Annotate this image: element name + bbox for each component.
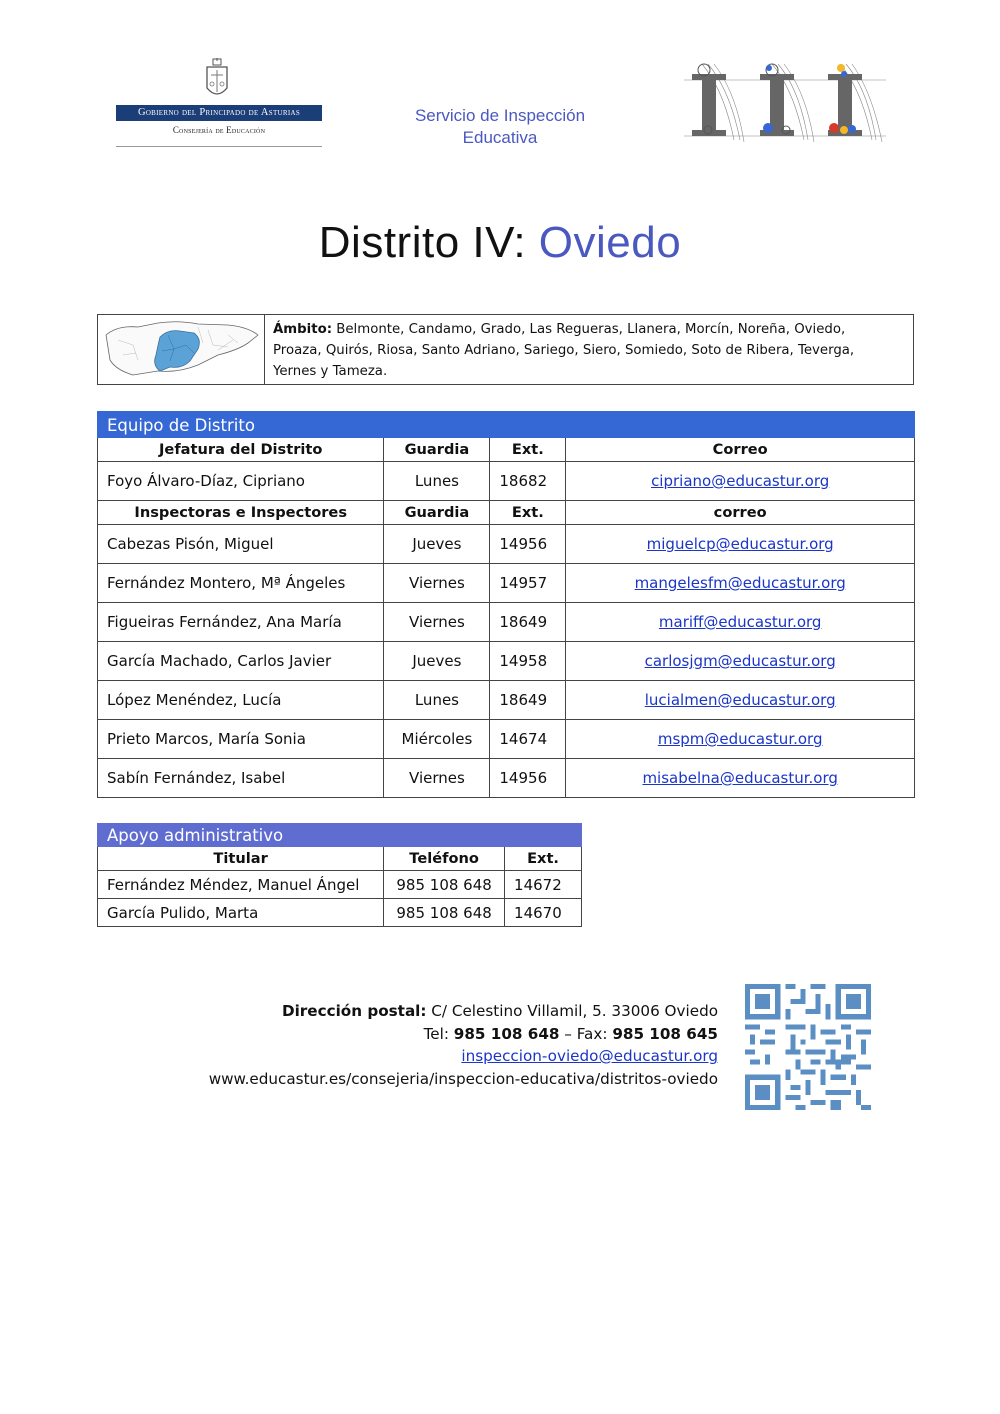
member-email-link[interactable]: miguelcp@educastur.org (646, 535, 834, 553)
member-ext: 14956 (490, 525, 566, 564)
table-row (98, 525, 915, 564)
service-title-line1: Servicio de Inspección (414, 106, 586, 125)
member-email-link[interactable]: mspm@educastur.org (657, 730, 823, 748)
member-email-link[interactable]: misabelna@educastur.org (642, 769, 838, 787)
admin-support-table (97, 823, 582, 927)
col-header: Correo (566, 438, 915, 462)
member-name: Figueiras Fernández, Ana María (98, 603, 384, 642)
insp-header-row (98, 501, 915, 525)
member-guardia: Lunes (384, 681, 490, 720)
member-guardia: Viernes (384, 603, 490, 642)
postal-address-line (140, 1000, 718, 1023)
member-ext: 18682 (490, 462, 566, 501)
table-row (98, 681, 915, 720)
table-row (98, 642, 915, 681)
col-header: Inspectoras e Inspectores (98, 501, 384, 525)
member-email-cell (566, 525, 915, 564)
admin-table-title: Apoyo administrativo (98, 824, 582, 847)
col-header: Teléfono (384, 847, 505, 871)
service-title (380, 105, 620, 149)
table-row (98, 759, 915, 798)
member-ext: 18649 (490, 603, 566, 642)
team-table-title: Equipo de Distrito (98, 412, 915, 438)
fax-label: – Fax: (559, 1024, 613, 1043)
ambito-description (273, 319, 893, 382)
member-guardia: Miércoles (384, 720, 490, 759)
member-ext: 14958 (490, 642, 566, 681)
asturias-map (98, 315, 265, 384)
address-value: C/ Celestino Villamil, 5. 33006 Oviedo (426, 1002, 718, 1020)
tel-value: 985 108 648 (453, 1024, 560, 1043)
member-guardia: Lunes (384, 462, 490, 501)
member-name: Fernández Montero, Mª Ángeles (98, 564, 384, 603)
logo-divider (116, 146, 322, 147)
member-email-link[interactable]: mariff@educastur.org (658, 613, 822, 631)
head-header-row (98, 438, 915, 462)
contact-footer (140, 1000, 718, 1090)
member-name: Foyo Álvaro-Díaz, Cipriano (98, 462, 384, 501)
ambito-box (97, 314, 914, 385)
ambito-municipalities: Belmonte, Candamo, Grado, Las Regueras, Llanera, Morcín, Noreña, Oviedo, Proaza, Quirós, Riosa, Santo Adriano, Sariego, Siero, Somiedo, Soto de Ribera, Teverga, Yernes y Tameza. (273, 322, 855, 379)
col-header: Ext. (505, 847, 582, 871)
page-title (0, 218, 1000, 268)
member-email-cell (566, 564, 915, 603)
title-main: Distrito IV: (318, 218, 527, 267)
col-header: correo (566, 501, 915, 525)
coat-of-arms-icon (204, 58, 230, 100)
member-email-cell (566, 681, 915, 720)
contact-email-link[interactable]: inspeccion-oviedo@educastur.org (461, 1047, 718, 1065)
col-header: Guardia (384, 438, 490, 462)
member-guardia: Jueves (384, 525, 490, 564)
district-team-table (97, 411, 915, 798)
member-email-link[interactable]: mangelesfm@educastur.org (634, 574, 846, 592)
table-row (98, 462, 915, 501)
member-guardia: Viernes (384, 759, 490, 798)
table-row (98, 564, 915, 603)
member-email-cell (566, 720, 915, 759)
department-name: Consejería de Educación (172, 125, 266, 135)
admin-ext: 14670 (505, 899, 582, 927)
admin-phone: 985 108 648 (384, 871, 505, 899)
team-table-title-row (98, 412, 915, 438)
admin-header-row (98, 847, 582, 871)
col-header: Titular (98, 847, 384, 871)
title-highlight: Oviedo (538, 218, 682, 267)
member-email-link[interactable]: carlosjgm@educastur.org (644, 652, 836, 670)
col-header: Guardia (384, 501, 490, 525)
table-row (98, 720, 915, 759)
fax-value: 985 108 645 (612, 1024, 718, 1043)
admin-table-title-row (98, 824, 582, 847)
table-row (98, 899, 582, 927)
email-line (140, 1045, 718, 1068)
table-row (98, 871, 582, 899)
member-email-cell (566, 462, 915, 501)
member-guardia: Jueves (384, 642, 490, 681)
qr-code-icon[interactable] (745, 984, 871, 1110)
member-ext: 14674 (490, 720, 566, 759)
government-logo (112, 58, 324, 150)
government-name: Gobierno del Principado de Asturias (116, 105, 322, 121)
admin-name: García Pulido, Marta (98, 899, 384, 927)
address-label: Dirección postal: (281, 1002, 427, 1020)
member-name: Prieto Marcos, María Sonia (98, 720, 384, 759)
col-header: Jefatura del Distrito (98, 438, 384, 462)
member-name: García Machado, Carlos Javier (98, 642, 384, 681)
tel-label: Tel: (423, 1024, 454, 1043)
member-email-cell (566, 603, 915, 642)
ambito-label: Ámbito: (273, 322, 333, 337)
member-name: Sabín Fernández, Isabel (98, 759, 384, 798)
admin-name: Fernández Méndez, Manuel Ángel (98, 871, 384, 899)
member-guardia: Viernes (384, 564, 490, 603)
col-header: Ext. (490, 501, 566, 525)
service-title-line2: Educativa (462, 128, 538, 147)
member-ext: 14957 (490, 564, 566, 603)
phone-fax-line (140, 1023, 718, 1046)
col-header: Ext. (490, 438, 566, 462)
member-email-cell (566, 642, 915, 681)
admin-phone: 985 108 648 (384, 899, 505, 927)
member-email-link[interactable]: lucialmen@educastur.org (644, 691, 836, 709)
web-line: www.educastur.es/consejeria/inspeccion-educativa/distritos-oviedo (208, 1069, 718, 1088)
member-ext: 18649 (490, 681, 566, 720)
member-name: Cabezas Pisón, Miguel (98, 525, 384, 564)
member-email-cell (566, 759, 915, 798)
member-name: López Menéndez, Lucía (98, 681, 384, 720)
admin-ext: 14672 (505, 871, 582, 899)
inspection-service-logo (684, 60, 886, 152)
member-email-link[interactable]: cipriano@educastur.org (651, 472, 830, 490)
table-row (98, 603, 915, 642)
member-ext: 14956 (490, 759, 566, 798)
